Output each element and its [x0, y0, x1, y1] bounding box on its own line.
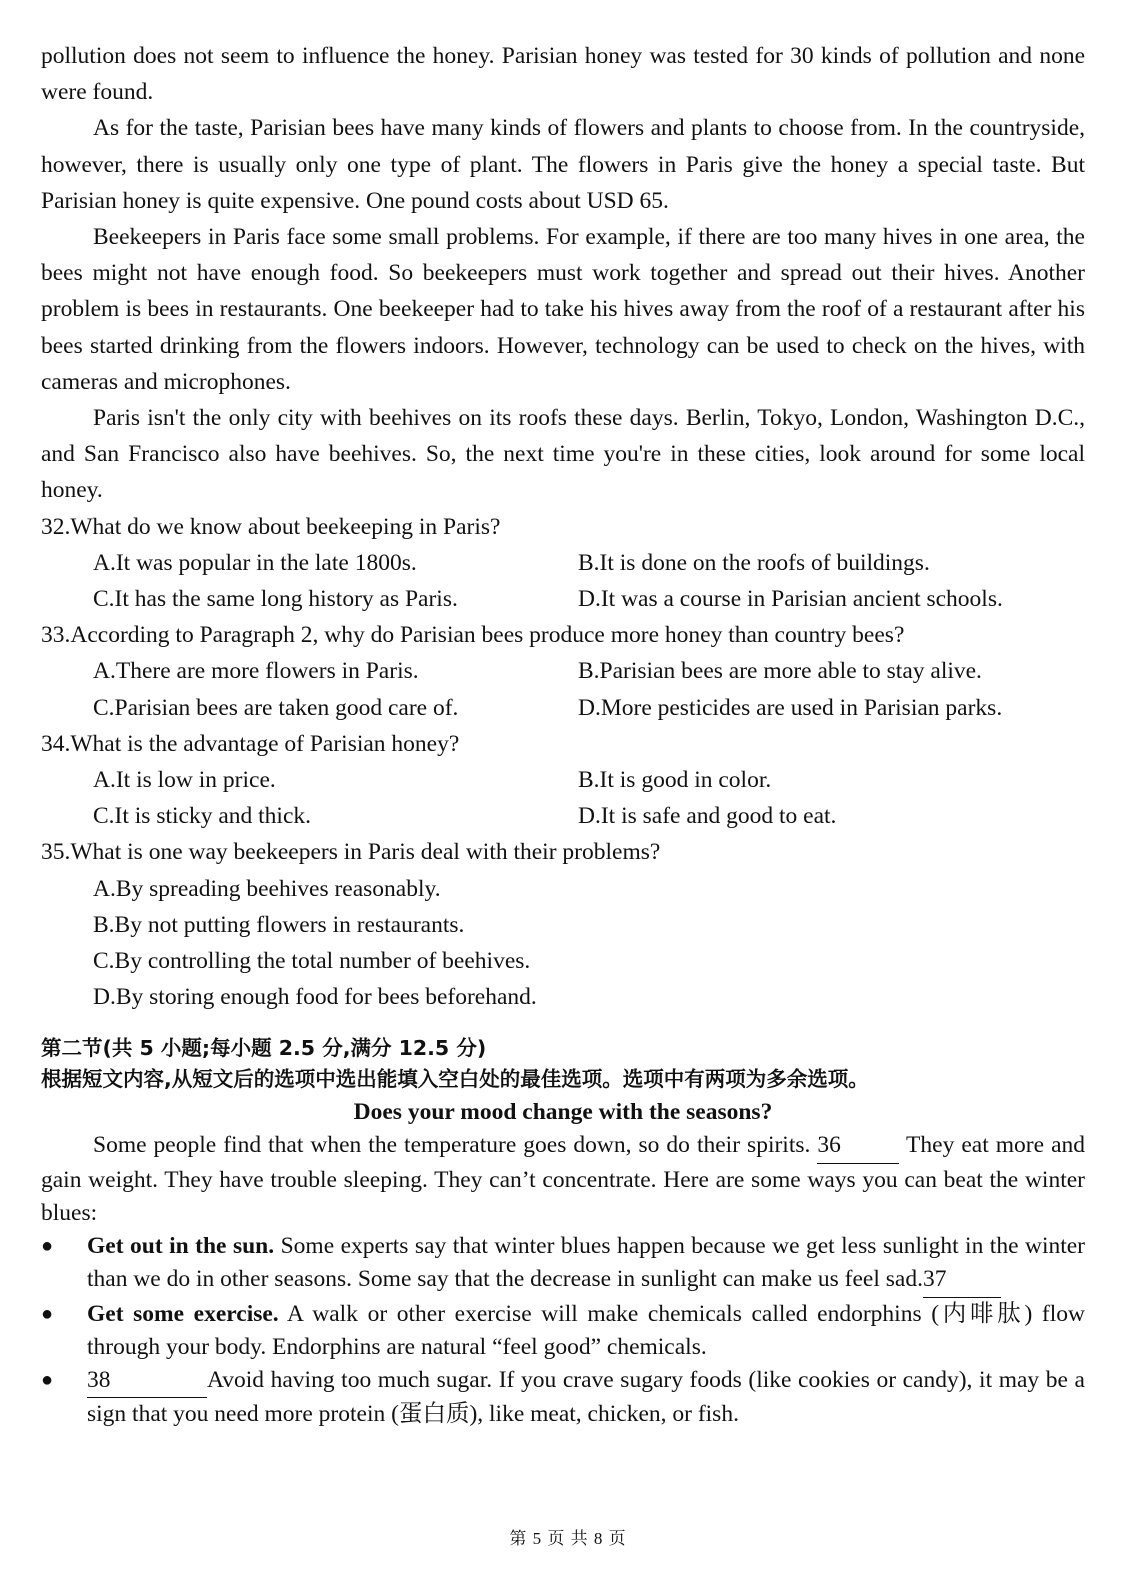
- tip-body: A walk or other exercise will make chemicals called endorphins (内啡肽) flow through your body. Endorphins are natural “feel good” chemicals.: [87, 1300, 1085, 1360]
- option-b: B.Parisian bees are more able to stay alive.: [578, 658, 982, 685]
- tip-body: Some experts say that winter blues happen because we get less sunlight in the winter than we do in other seasons. Some say that the decrease in sunlight can make us feel sad.: [87, 1233, 1086, 1293]
- tip-body: Avoid having too much sugar. If you crave sugary foods (like cookies or candy), it may be a sign that you need more protein (蛋白质), like meat, chicken, or fish.: [87, 1366, 1085, 1428]
- option-d: D.By storing enough food for bees beforehand.: [93, 984, 537, 1011]
- option-a: A.It was popular in the late 1800s.: [93, 549, 417, 576]
- option-d: D.More pesticides are used in Parisian parks.: [578, 694, 1003, 721]
- option-b: B.It is good in color.: [578, 767, 772, 794]
- option-c: C.It is sticky and thick.: [93, 803, 312, 830]
- bullet-icon: ●: [41, 1235, 54, 1258]
- option-c: C.By controlling the total number of beehives.: [93, 948, 531, 975]
- option-list: [41, 545, 1085, 617]
- option-list: [41, 762, 1085, 834]
- bullet-icon: ●: [41, 1368, 54, 1391]
- question-stem: 32.What do we know about beekeeping in Paris?: [41, 513, 501, 540]
- reading-paragraph-taste: As for the taste, Parisian bees have many kinds of flowers and plants to choose from. In the countryside, however, there is usually only one type of plant. The flowers in Paris give the honey a special taste. But Parisian honey is quite expensive. One pound costs about USD 65.: [41, 115, 1085, 214]
- question-stem: 34.What is the advantage of Parisian honey?: [41, 730, 460, 757]
- tip-sugar: [41, 1364, 1085, 1431]
- option-b: B.It is done on the roofs of buildings.: [578, 549, 930, 576]
- passage-intro: [41, 1129, 1085, 1230]
- option-list: [41, 871, 1085, 1016]
- question-34: [41, 726, 1085, 835]
- answer-blank-38[interactable]: [87, 1364, 207, 1398]
- section-two: [41, 1033, 1085, 1431]
- bullet-icon: ●: [41, 1302, 54, 1325]
- tip-text: [87, 1364, 1085, 1431]
- tip-sunlight: [41, 1230, 1085, 1297]
- option-list: [41, 653, 1085, 725]
- tip-text: [87, 1230, 1085, 1297]
- question-35: [41, 834, 1085, 1015]
- tip-lead: Get some exercise.: [87, 1300, 279, 1327]
- intro-text: Some people find that when the temperature goes down, so do their spirits.: [93, 1132, 811, 1159]
- option-a: A.It is low in price.: [93, 767, 276, 794]
- tip-exercise: [41, 1298, 1085, 1364]
- tip-lead: Get out in the sun.: [87, 1233, 275, 1260]
- blank-number: 36: [817, 1132, 841, 1159]
- reading-paragraph-problems: Beekeepers in Paris face some small problems. For example, if there are too many hives in one area, the bees might not have enough food. So beekeepers must work together and spread out their hives. Another problem is bees in restaurants. One beekeeper had to take his hives away from the roof of a restaurant after his bees started drinking from the flowers indoors. However, technology can be used to check on the hives, with cameras and microphones.: [41, 224, 1085, 395]
- answer-blank-36[interactable]: [817, 1129, 899, 1163]
- question-33: [41, 617, 1085, 726]
- question-stem: 33.According to Paragraph 2, why do Parisian bees produce more honey than country bees?: [41, 622, 905, 649]
- tip-text: [87, 1298, 1085, 1364]
- intro-text: They eat more and gain weight. They have trouble sleeping. They can’t concentrate. Here are some ways you can beat the winter blues:: [41, 1132, 1086, 1226]
- page-footer: 第 5 页 共 8 页: [509, 1529, 627, 1548]
- option-a: A.There are more flowers in Paris.: [93, 658, 419, 685]
- option-a: A.By spreading beehives reasonably.: [93, 875, 441, 902]
- blank-number: 37: [922, 1266, 947, 1293]
- question-stem: 35.What is one way beekeepers in Paris deal with their problems?: [41, 839, 661, 866]
- option-b: B.By not putting flowers in restaurants.: [93, 911, 465, 938]
- reading-paragraph-continuation: pollution does not seem to influence the honey. Parisian honey was tested for 30 kinds of pollution and none were found.: [41, 43, 1085, 106]
- answer-blank-37[interactable]: [923, 1263, 1001, 1297]
- reading-paragraph-cities: Paris isn't the only city with beehives on its roofs these days. Berlin, Tokyo, London, Washington D.C., and San Francisco also have beehives. So, the next time you're in these cities, look around for some local honey.: [41, 405, 1085, 504]
- exam-page: [41, 38, 1085, 1431]
- section-title: 第二节(共 5 小题;每小题 2.5 分,满分 12.5 分): [41, 1036, 487, 1061]
- option-d: D.It was a course in Parisian ancient schools.: [578, 586, 1003, 613]
- question-32: [41, 509, 1085, 618]
- blank-number: 38: [87, 1366, 111, 1393]
- option-c: C.It has the same long history as Paris.: [93, 586, 458, 613]
- passage-title: Does your mood change with the seasons?: [353, 1099, 773, 1126]
- option-d: D.It is safe and good to eat.: [578, 803, 837, 830]
- section-instruction: 根据短文内容,从短文后的选项中选出能填入空白处的最佳选项。选项中有两项为多余选项。: [41, 1067, 869, 1092]
- option-c: C.Parisian bees are taken good care of.: [93, 694, 459, 721]
